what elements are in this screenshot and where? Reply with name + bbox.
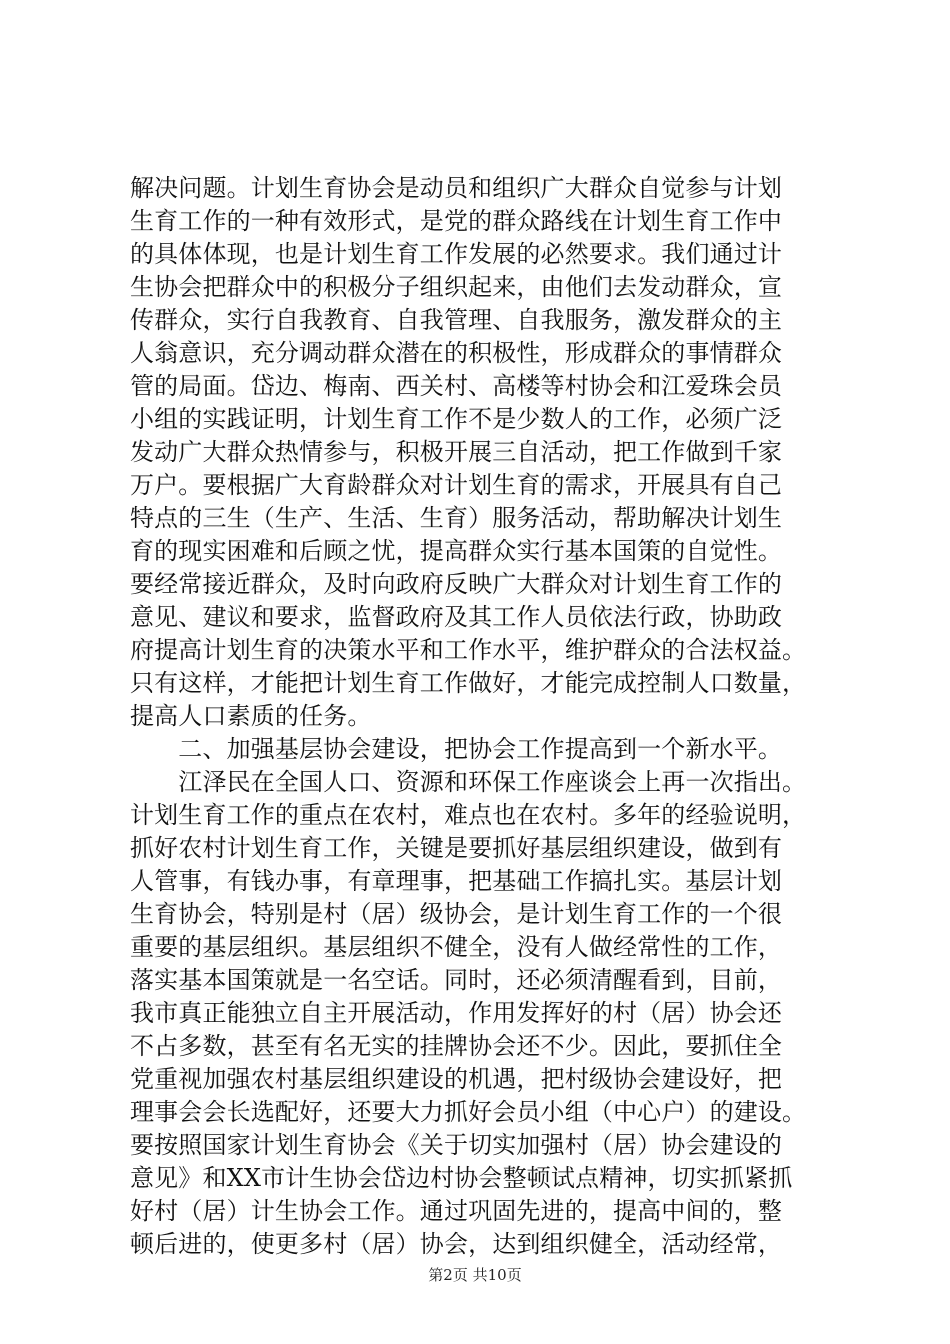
body-text [130,172,850,1261]
text-line: 我市真正能独立自主开展活动，作用发挥好的村（居）协会还 [130,999,783,1027]
text-line: 意见》和XX市计生协会岱边村协会整顿试点精神，切实抓紧抓 [130,1164,793,1192]
text-line: 传群众，实行自我教育、自我管理、自我服务，激发群众的主 [130,306,783,334]
text-line: 不占多数，甚至有名无实的挂牌协会还不少。因此，要抓住全 [130,1032,783,1060]
text-line: 特点的三生（生产、生活、生育）服务活动，帮助解决计划生 [130,504,783,532]
text-line: 落实基本国策就是一名空话。同时，还必须清醒看到，目前， [130,966,783,994]
text-line: 万户。要根据广大育龄群众对计划生育的需求，开展具有自己 [130,471,783,499]
text-line: 生育工作的一种有效形式，是党的群众路线在计划生育工作中 [130,207,783,235]
text-line: 好村（居）计生协会工作。通过巩固先进的，提高中间的，整 [130,1197,783,1225]
text-line: 小组的实践证明，计划生育工作不是少数人的工作，必须广泛 [130,405,783,433]
text-line: 生协会把群众中的积极分子组织起来，由他们去发动群众，宣 [130,273,783,301]
text-line: 管的局面。岱边、梅南、西关村、高楼等村协会和江爱珠会员 [130,372,783,400]
text-line: 理事会会长选配好，还要大力抓好会员小组（中心户）的建设。 [130,1098,807,1126]
text-line: 重要的基层组织。基层组织不健全，没有人做经常性的工作， [130,933,783,961]
text-line: 要经常接近群众，及时向政府反映广大群众对计划生育工作的 [130,570,783,598]
text-line: 府提高计划生育的决策水平和工作水平，维护群众的合法权益。 [130,636,807,664]
text-line: 人翁意识，充分调动群众潜在的积极性，形成群众的事情群众 [130,339,783,367]
text-line: 人管事，有钱办事，有章理事，把基础工作搞扎实。基层计划 [130,867,783,895]
text-line: 的具体体现，也是计划生育工作发展的必然要求。我们通过计 [130,240,783,268]
text-line: 江泽民在全国人口、资源和环保工作座谈会上再一次指出。 [130,768,807,796]
text-line: 育的现实困难和后顾之忧，提高群众实行基本国策的自觉性。 [130,537,783,565]
text-line: 意见、建议和要求，监督政府及其工作人员依法行政，协助政 [130,603,783,631]
text-line: 要按照国家计划生育协会《关于切实加强村（居）协会建设的 [130,1131,783,1159]
text-line: 发动广大群众热情参与，积极开展三自活动，把工作做到千家 [130,438,783,466]
text-line: 提高人口素质的任务。 [130,702,372,730]
text-line: 只有这样，才能把计划生育工作做好，才能完成控制人口数量， [130,669,807,697]
text-line: 党重视加强农村基层组织建设的机遇，把村级协会建设好，把 [130,1065,783,1093]
text-line: 顿后进的，使更多村（居）协会，达到组织健全，活动经常， [130,1230,783,1258]
text-line: 二、加强基层协会建设，把协会工作提高到一个新水平。 [130,735,783,763]
text-line: 计划生育工作的重点在农村，难点也在农村。多年的经验说明， [130,801,807,829]
page-footer: 第2页 共10页 [428,1266,522,1284]
text-line: 生育协会，特别是村（居）级协会，是计划生育工作的一个很 [130,900,783,928]
text-line: 抓好农村计划生育工作，关键是要抓好基层组织建设，做到有 [130,834,783,862]
text-line: 解决问题。计划生育协会是动员和组织广大群众自觉参与计划 [130,174,783,202]
